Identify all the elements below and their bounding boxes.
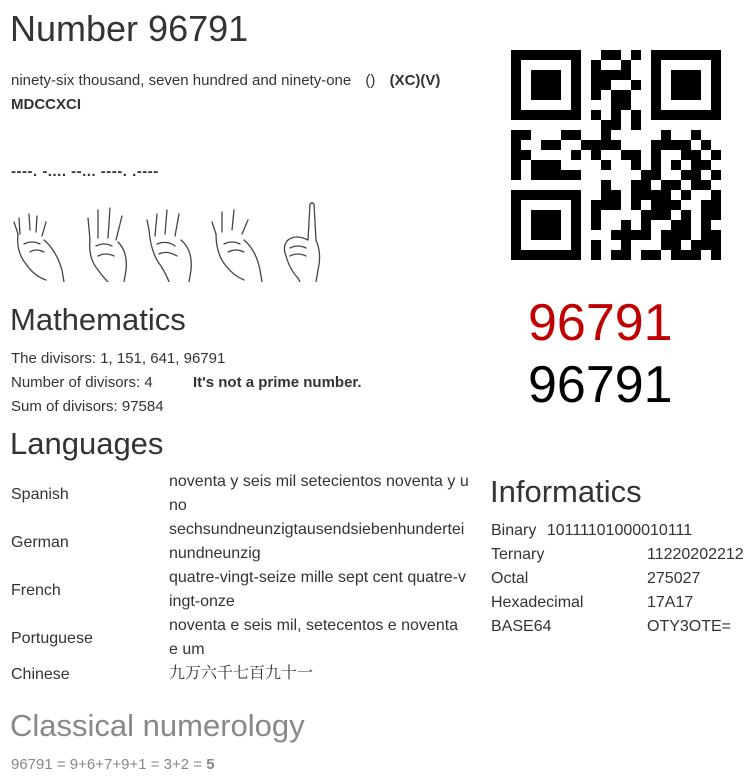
qr-module xyxy=(551,160,561,170)
qr-module xyxy=(711,240,721,250)
qr-module xyxy=(711,250,721,260)
qr-module xyxy=(571,80,581,90)
qr-module xyxy=(701,180,711,190)
qr-module xyxy=(701,140,711,150)
qr-module xyxy=(691,130,701,140)
qr-module xyxy=(541,160,551,170)
qr-module xyxy=(511,210,521,220)
num-divisors-text: Number of divisors: 4 xyxy=(11,374,153,391)
qr-module xyxy=(531,70,541,80)
qr-module xyxy=(621,240,631,250)
qr-module xyxy=(711,110,721,120)
number-words-line xyxy=(11,72,440,89)
qr-module xyxy=(601,180,611,190)
prime-note: It's not a prime number. xyxy=(193,374,362,391)
lang-label-spanish: Spanish xyxy=(11,486,69,503)
qr-module xyxy=(651,60,661,70)
qr-module xyxy=(611,140,621,150)
qr-module xyxy=(551,70,561,80)
qr-module xyxy=(701,50,711,60)
qr-module xyxy=(711,80,721,90)
qr-module xyxy=(611,230,621,240)
qr-module xyxy=(591,200,601,210)
qr-module xyxy=(651,160,661,170)
lang-label-german: German xyxy=(11,534,69,551)
qr-module xyxy=(511,60,521,70)
qr-module xyxy=(651,210,661,220)
qr-module xyxy=(601,120,611,130)
qr-module xyxy=(511,160,521,170)
qr-module xyxy=(571,210,581,220)
qr-module xyxy=(641,230,651,240)
qr-module xyxy=(551,50,561,60)
binary-value: 10111101000010111 xyxy=(546,522,693,539)
qr-module xyxy=(591,140,601,150)
qr-module xyxy=(681,90,691,100)
qr-module xyxy=(541,190,551,200)
qr-module xyxy=(701,200,711,210)
qr-module xyxy=(571,100,581,110)
qr-module xyxy=(541,210,551,220)
qr-code xyxy=(511,50,721,260)
qr-module xyxy=(571,70,581,80)
qr-module xyxy=(531,110,541,120)
qr-module xyxy=(681,140,691,150)
qr-module xyxy=(511,250,521,260)
qr-module xyxy=(661,190,671,200)
hand-sign-7-icon xyxy=(145,200,200,282)
qr-module xyxy=(621,90,631,100)
ternary-value: 11220202212 xyxy=(647,546,744,563)
qr-module xyxy=(691,50,701,60)
qr-module xyxy=(711,210,721,220)
qr-module xyxy=(651,140,661,150)
qr-module xyxy=(631,110,641,120)
numerology-formula: 96791 = 9+6+7+9+1 = 3+2 = xyxy=(11,756,207,773)
octal-value: 275027 xyxy=(647,570,701,587)
qr-module xyxy=(551,80,561,90)
qr-module xyxy=(571,200,581,210)
qr-module xyxy=(671,110,681,120)
hand-sign-9-icon xyxy=(10,200,70,282)
qr-module xyxy=(671,80,681,90)
qr-module xyxy=(511,100,521,110)
qr-module xyxy=(691,160,701,170)
qr-module xyxy=(521,50,531,60)
qr-module xyxy=(691,240,701,250)
qr-module xyxy=(511,50,521,60)
base64-value: OTY3OTE= xyxy=(647,618,732,635)
qr-module xyxy=(631,150,641,160)
languages-heading: Languages xyxy=(10,426,164,461)
qr-module xyxy=(631,190,641,200)
qr-module xyxy=(651,110,661,120)
qr-module xyxy=(541,170,551,180)
qr-module xyxy=(551,110,561,120)
morse-code: ----. -.... --... ----. .---- xyxy=(11,163,159,180)
qr-module xyxy=(531,230,541,240)
qr-module xyxy=(701,160,711,170)
qr-module xyxy=(591,150,601,160)
qr-module xyxy=(711,70,721,80)
numerology-result: 5 xyxy=(206,756,215,773)
lang-label-chinese: Chinese xyxy=(11,666,70,683)
qr-module xyxy=(681,50,691,60)
lang-label-french: French xyxy=(11,582,61,599)
qr-module xyxy=(671,220,681,230)
qr-module xyxy=(681,170,691,180)
numerology-line xyxy=(11,756,215,773)
qr-module xyxy=(601,140,611,150)
qr-module xyxy=(621,70,631,80)
qr-module xyxy=(531,160,541,170)
qr-module xyxy=(551,140,561,150)
qr-module xyxy=(711,60,721,70)
qr-module xyxy=(601,50,611,60)
qr-module xyxy=(641,220,651,230)
qr-module xyxy=(521,110,531,120)
roman-numeral-a: (XC)(V) xyxy=(389,72,441,89)
hand-sign-9b-icon xyxy=(210,200,268,282)
qr-module xyxy=(711,200,721,210)
qr-module xyxy=(711,230,721,240)
sum-divisors-text: Sum of divisors: 97584 xyxy=(11,398,164,415)
qr-module xyxy=(581,140,591,150)
qr-module xyxy=(571,130,581,140)
qr-module xyxy=(661,140,671,150)
qr-module xyxy=(561,190,571,200)
qr-module xyxy=(551,220,561,230)
divisors-text: The divisors: 1, 151, 641, 96791 xyxy=(11,350,226,367)
qr-module xyxy=(591,240,601,250)
qr-module xyxy=(621,150,631,160)
qr-module xyxy=(531,90,541,100)
qr-module xyxy=(541,230,551,240)
qr-module xyxy=(681,220,691,230)
lang-value-spanish: noventa y seis mil setecientos noventa y uno xyxy=(169,473,469,514)
qr-module xyxy=(691,150,701,160)
qr-module xyxy=(671,250,681,260)
qr-module xyxy=(611,110,621,120)
page-title: Number 96791 xyxy=(10,8,249,49)
qr-module xyxy=(571,50,581,60)
qr-module xyxy=(601,80,611,90)
binary-label: Binary xyxy=(491,522,537,539)
qr-module xyxy=(571,170,581,180)
qr-module xyxy=(701,220,711,230)
qr-module xyxy=(521,250,531,260)
qr-module xyxy=(571,230,581,240)
qr-module xyxy=(531,170,541,180)
hand-sign-6-icon xyxy=(84,200,134,282)
qr-module xyxy=(541,250,551,260)
lang-value-french: quatre-vingt-seize mille sept cent quatre-vingt-onze xyxy=(169,569,467,610)
mathematics-heading: Mathematics xyxy=(10,302,186,337)
qr-module xyxy=(681,70,691,80)
qr-module xyxy=(681,250,691,260)
hex-label: Hexadecimal xyxy=(491,594,584,611)
qr-module xyxy=(671,230,681,240)
qr-module xyxy=(601,130,611,140)
numerology-heading: Classical numerology xyxy=(10,708,305,743)
ternary-label: Ternary xyxy=(491,546,545,563)
qr-module xyxy=(601,70,611,80)
qr-module xyxy=(681,150,691,160)
qr-module xyxy=(671,160,681,170)
qr-module xyxy=(661,180,671,190)
qr-module xyxy=(661,110,671,120)
qr-module xyxy=(631,80,641,90)
qr-module xyxy=(571,190,581,200)
qr-module xyxy=(671,90,681,100)
qr-module xyxy=(511,140,521,150)
qr-module xyxy=(571,60,581,70)
qr-module xyxy=(531,190,541,200)
qr-module xyxy=(701,210,711,220)
qr-module xyxy=(661,230,671,240)
qr-module xyxy=(511,130,521,140)
qr-module xyxy=(711,170,721,180)
big-number-black: 96791 xyxy=(528,356,673,414)
qr-module xyxy=(681,230,691,240)
qr-module xyxy=(561,130,571,140)
qr-module xyxy=(541,50,551,60)
qr-module xyxy=(631,160,641,170)
qr-module xyxy=(551,190,561,200)
qr-module xyxy=(681,190,691,200)
qr-module xyxy=(651,190,661,200)
qr-module xyxy=(651,50,661,60)
qr-module xyxy=(621,60,631,70)
qr-module xyxy=(551,90,561,100)
hand-sign-1-icon xyxy=(278,200,324,282)
informatics-heading: Informatics xyxy=(490,474,642,509)
qr-module xyxy=(531,220,541,230)
qr-module xyxy=(711,100,721,110)
qr-module xyxy=(671,50,681,60)
qr-module xyxy=(691,90,701,100)
qr-module xyxy=(591,250,601,260)
qr-module xyxy=(661,210,671,220)
qr-module xyxy=(701,240,711,250)
qr-module xyxy=(631,50,641,60)
qr-module xyxy=(541,220,551,230)
qr-module xyxy=(651,200,661,210)
parens: () xyxy=(365,72,376,89)
qr-module xyxy=(591,210,601,220)
qr-module xyxy=(601,160,611,170)
qr-module xyxy=(601,200,611,210)
qr-module xyxy=(641,180,651,190)
big-number-red: 96791 xyxy=(528,294,673,352)
qr-module xyxy=(661,200,671,210)
qr-module xyxy=(511,70,521,80)
qr-module xyxy=(561,110,571,120)
qr-module xyxy=(551,170,561,180)
qr-module xyxy=(591,110,601,120)
qr-module xyxy=(531,50,541,60)
qr-module xyxy=(591,90,601,100)
qr-module xyxy=(551,230,561,240)
qr-module xyxy=(641,170,651,180)
qr-module xyxy=(701,230,711,240)
qr-module xyxy=(691,80,701,90)
qr-module xyxy=(701,110,711,120)
qr-module xyxy=(521,130,531,140)
qr-module xyxy=(691,250,701,260)
qr-module xyxy=(541,110,551,120)
qr-module xyxy=(611,120,621,130)
qr-module xyxy=(561,170,571,180)
roman-numeral-b: MDCCXCI xyxy=(11,96,81,113)
qr-module xyxy=(711,190,721,200)
base64-label: BASE64 xyxy=(491,618,552,635)
qr-module xyxy=(521,150,531,160)
qr-module xyxy=(511,190,521,200)
qr-module xyxy=(611,100,621,110)
qr-module xyxy=(631,180,641,190)
qr-module xyxy=(591,60,601,70)
qr-module xyxy=(511,150,521,160)
qr-module xyxy=(591,70,601,80)
qr-module xyxy=(651,170,661,180)
qr-module xyxy=(571,250,581,260)
qr-module xyxy=(691,110,701,120)
qr-module xyxy=(631,120,641,130)
qr-module xyxy=(611,200,621,210)
qr-module xyxy=(601,190,611,200)
qr-module xyxy=(541,140,551,150)
qr-module xyxy=(651,80,661,90)
qr-module xyxy=(671,200,681,210)
qr-module xyxy=(671,180,681,190)
qr-module xyxy=(631,230,641,240)
qr-module xyxy=(541,90,551,100)
qr-module xyxy=(561,50,571,60)
qr-module xyxy=(611,50,621,60)
lang-value-chinese: 九万六千七百九十一 xyxy=(169,665,314,682)
qr-module xyxy=(651,100,661,110)
qr-module xyxy=(681,110,691,120)
qr-module xyxy=(511,110,521,120)
qr-module xyxy=(641,210,651,220)
qr-module xyxy=(541,70,551,80)
qr-module xyxy=(661,240,671,250)
qr-module xyxy=(671,70,681,80)
qr-module xyxy=(681,80,691,90)
qr-module xyxy=(651,90,661,100)
qr-module xyxy=(681,210,691,220)
qr-module xyxy=(711,50,721,60)
qr-module xyxy=(651,250,661,260)
qr-module xyxy=(571,220,581,230)
hex-value: 17A17 xyxy=(647,594,694,611)
qr-module xyxy=(521,190,531,200)
lang-value-german: sechsundneunzigtausendsiebenhunderteinundneunzig xyxy=(169,521,465,562)
qr-module xyxy=(611,90,621,100)
qr-module xyxy=(511,200,521,210)
number-words: ninety-six thousand, seven hundred and ninety-one xyxy=(11,72,352,89)
qr-module xyxy=(651,150,661,160)
qr-module xyxy=(691,180,701,190)
qr-module xyxy=(641,190,651,200)
qr-module xyxy=(671,140,681,150)
qr-module xyxy=(511,80,521,90)
qr-module xyxy=(611,250,621,260)
qr-module xyxy=(591,80,601,90)
qr-module xyxy=(531,210,541,220)
qr-module xyxy=(571,240,581,250)
qr-module xyxy=(611,190,621,200)
qr-module xyxy=(711,150,721,160)
qr-module xyxy=(511,90,521,100)
qr-module xyxy=(661,50,671,60)
qr-module xyxy=(511,240,521,250)
qr-module xyxy=(661,130,671,140)
qr-module xyxy=(541,80,551,90)
qr-module xyxy=(621,100,631,110)
qr-module xyxy=(611,70,621,80)
qr-module xyxy=(561,250,571,260)
lang-value-portuguese: noventa e seis mil, setecentos e noventa e um xyxy=(169,617,459,658)
qr-module xyxy=(511,220,521,230)
qr-module xyxy=(571,90,581,100)
qr-module xyxy=(511,230,521,240)
qr-module xyxy=(571,150,581,160)
qr-module xyxy=(641,250,651,260)
qr-module xyxy=(631,200,641,210)
octal-label: Octal xyxy=(491,570,529,587)
qr-module xyxy=(531,80,541,90)
binary-row xyxy=(491,522,692,540)
qr-module xyxy=(571,110,581,120)
qr-module xyxy=(591,220,601,230)
qr-module xyxy=(671,240,681,250)
qr-module xyxy=(651,70,661,80)
qr-module xyxy=(551,210,561,220)
qr-module xyxy=(711,90,721,100)
qr-module xyxy=(691,70,701,80)
qr-module xyxy=(621,230,631,240)
lang-label-portuguese: Portuguese xyxy=(11,630,93,647)
qr-module xyxy=(531,250,541,260)
qr-module xyxy=(621,250,631,260)
qr-module xyxy=(511,170,521,180)
qr-module xyxy=(621,220,631,230)
qr-module xyxy=(691,170,701,180)
qr-module xyxy=(551,250,561,260)
